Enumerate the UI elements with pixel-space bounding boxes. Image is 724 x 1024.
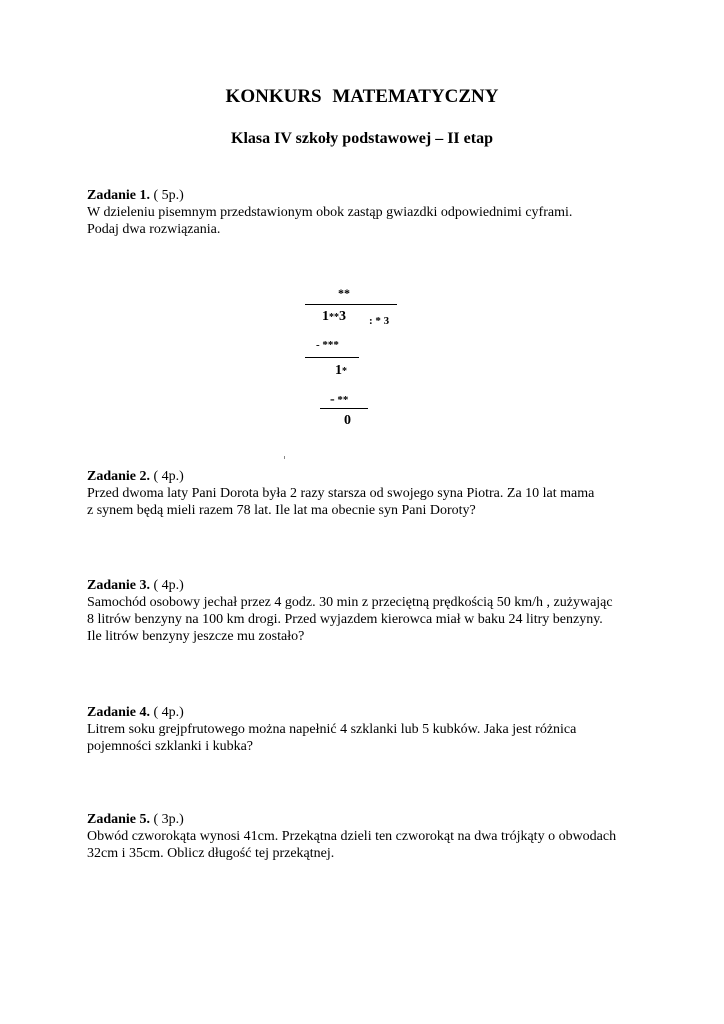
division-quotient: ** — [338, 286, 350, 300]
division-line-1 — [305, 357, 359, 358]
task-5 — [87, 811, 647, 862]
task-3-line-3: Ile litrów benzyny jeszcze mu zostało? — [87, 629, 305, 644]
page-title: KONKURS MATEMATYCZNY — [225, 86, 499, 107]
division-subtrahend-2 — [330, 392, 348, 408]
task-3-heading — [87, 577, 647, 594]
task-3 — [87, 577, 647, 645]
task-4-line-2: pojemności szklanki i kubka? — [87, 739, 254, 754]
task-1-line-2: Podaj dwa rozwiązania. — [87, 222, 221, 237]
task-5-line-1: Obwód czworokąta wynosi 41cm. Przekątna dzieli ten czworokąt na dwa trójkąty o obwodach — [87, 829, 617, 844]
dividend-start: 1 — [322, 309, 329, 324]
task-4-points: ( 4p.) — [150, 705, 184, 720]
task-3-label: Zadanie 3. — [87, 578, 151, 593]
task-5-line-2: 32cm i 35cm. Oblicz długość tej przekątnej. — [87, 846, 335, 861]
dividend-end: 3 — [339, 309, 346, 324]
division-bar — [305, 304, 397, 305]
task-2-line-1: Przed dwoma laty Pani Dorota była 2 razy starsza od swojego syna Piotra. Za 10 lat mama — [87, 486, 595, 501]
page-subtitle: Klasa IV szkoły podstawowej – II etap — [231, 130, 493, 147]
division-divisor: : * 3 — [369, 315, 390, 327]
division-line-2 — [320, 408, 368, 409]
subtrahend-2-minus: - — [330, 392, 335, 407]
division-remainder-1 — [335, 363, 347, 379]
division-result: 0 — [344, 413, 351, 428]
subtrahend-2-stars: ** — [334, 394, 349, 406]
task-2-heading — [87, 468, 647, 485]
task-1 — [87, 187, 647, 238]
task-3-line-2: 8 litrów benzyny na 100 km drogi. Przed wyjazdem kierowca miał w baku 24 litry benzyny. — [87, 612, 603, 627]
remainder-1-star: * — [342, 366, 347, 377]
task-4 — [87, 704, 647, 755]
task-1-line-1: W dzieleniu pisemnym przedstawionym obok zastąp gwiazdki odpowiednimi cyframi. — [87, 205, 573, 220]
task-1-label: Zadanie 1. — [87, 188, 151, 203]
remainder-1-digit: 1 — [335, 363, 342, 378]
stray-mark — [284, 456, 285, 459]
division-subtrahend-1: - *** — [316, 339, 339, 351]
task-2-points: ( 4p.) — [150, 469, 184, 484]
task-5-heading — [87, 811, 647, 828]
task-4-heading — [87, 704, 647, 721]
task-4-label: Zadanie 4. — [87, 705, 151, 720]
task-1-points: ( 5p.) — [150, 188, 184, 203]
task-1-heading — [87, 187, 647, 204]
dividend-stars: ** — [329, 312, 339, 323]
division-dividend — [322, 309, 346, 325]
task-5-label: Zadanie 5. — [87, 812, 151, 827]
task-3-line-1: Samochód osobowy jechał przez 4 godz. 30 min z przeciętną prędkością 50 km/h , zużywając — [87, 595, 613, 610]
task-4-line-1: Litrem soku grejpfrutowego można napełnić 4 szklanki lub 5 kubków. Jaka jest różnica — [87, 722, 577, 737]
task-2 — [87, 468, 647, 519]
task-5-points: ( 3p.) — [150, 812, 184, 827]
task-2-label: Zadanie 2. — [87, 469, 151, 484]
task-2-line-2: z synem będą mieli razem 78 lat. Ile lat ma obecnie syn Pani Doroty? — [87, 503, 476, 518]
task-3-points: ( 4p.) — [150, 578, 184, 593]
